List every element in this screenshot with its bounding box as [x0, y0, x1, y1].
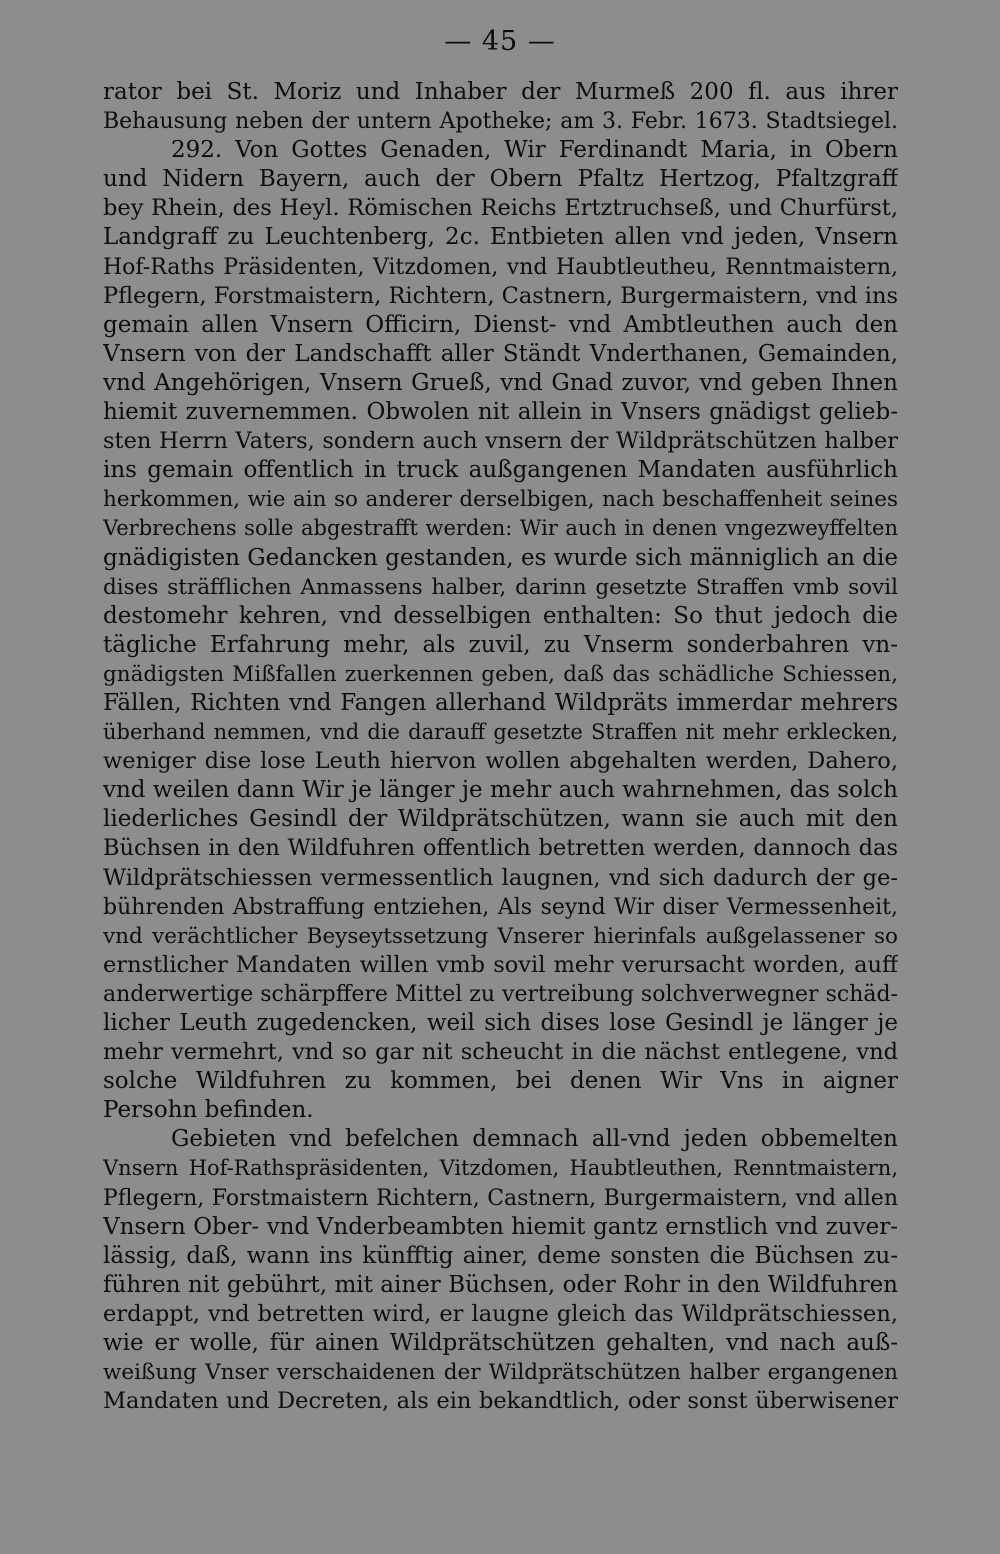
text-line: Landgraff zu Leuchtenberg, 2c. Entbieten allen vnd jeden, Vnsern: [103, 224, 898, 251]
text-line: Gebieten vnd befelchen demnach all-vnd jeden obbemelten: [171, 1126, 898, 1153]
text-line: solche Wildfuhren zu kommen, bei denen Wir Vns in aigner: [103, 1068, 898, 1095]
text-line: gnädigisten Gedancken gestanden, es wurde sich männiglich an die: [103, 544, 898, 571]
text-line: vnd verächtlicher Beyseytssetzung Vnserer hierinfals außgelassener so: [103, 923, 898, 949]
text-line: licher Leuth zugedencken, weil sich dises lose Gesindl je länger je: [103, 1010, 898, 1036]
text-line: vnd weilen dann Wir je länger je mehr auch wahrnehmen, das solch: [103, 777, 898, 804]
text-line: Persohn befinden.: [103, 1097, 314, 1124]
text-line: Büchsen in den Wildfuhren offentlich betretten werden, dannoch das: [103, 835, 898, 862]
text-line: wie er wolle, für ainen Wildprätschützen gehalten, vnd nach auß-: [103, 1330, 898, 1357]
text-line: weißung Vnser verschaidenen der Wildprätschützen halber ergangenen: [103, 1360, 898, 1386]
text-line: Vnsern von der Landschafft aller Ständt Vnderthanen, Gemainden,: [103, 340, 898, 367]
text-line: rator bei St. Moriz und Inhaber der Murmeß 200 fl. aus ihrer: [103, 79, 898, 105]
text-line: Pflegern, Forstmaistern, Richtern, Castnern, Burgermaistern, vnd ins: [103, 282, 898, 309]
text-line: gemain allen Vnsern Officirn, Dienst- vnd Ambtleuthen auch den: [103, 311, 898, 338]
text-line: weniger dise lose Leuth hiervon wollen abgehalten werden, Dahero,: [103, 748, 898, 775]
text-line: liederliches Gesindl der Wildprätschützen, wann sie auch mit den: [103, 806, 898, 833]
text-line: anderwertige schärpffere Mittel zu vertreibung solchverwegner schäd-: [103, 981, 898, 1007]
text-line: überhand nemmen, vnd die darauff gesetzte Straffen nit mehr erklecken,: [103, 720, 898, 745]
text-line: Pflegern, Forstmaistern Richtern, Castnern, Burgermaistern, vnd allen: [103, 1185, 898, 1211]
text-line: dises sträfflichen Anmassens halber, darinn gesetzte Straffen vmb sovil: [103, 574, 898, 600]
text-line: Mandaten und Decreten, als ein bekandtlich, oder sonst überwisener: [103, 1388, 898, 1415]
text-line: erdappt, vnd betretten wird, er laugne gleich das Wildprätschiessen,: [103, 1300, 898, 1327]
text-line: 292. Von Gottes Genaden, Wir Ferdinandt Maria, in Obern: [171, 137, 898, 164]
body-text: [103, 78, 898, 1416]
text-line: tägliche Erfahrung mehr, als zuvil, zu Vnserm sonderbahren vn-: [103, 631, 898, 658]
text-line: führen nit gebührt, mit ainer Büchsen, oder Rohr in den Wildfuhren: [103, 1271, 898, 1298]
text-line: Fällen, Richten vnd Fangen allerhand Wildpräts immerdar mehrers: [103, 689, 898, 716]
text-line: destomehr kehren, vnd desselbigen enthalten: So thut jedoch die: [103, 602, 898, 629]
text-line: bey Rhein, des Heyl. Römischen Reichs Ertztruchseß, und Churfürst,: [103, 195, 898, 222]
text-line: bührenden Abstraffung entziehen, Als seynd Wir diser Vermessenheit,: [103, 894, 898, 920]
text-line: sten Herrn Vaters, sondern auch vnsern der Wildprätschützen halber: [103, 428, 898, 455]
text-line: mehr vermehrt, vnd so gar nit scheucht in die nächst entlegene, vnd: [103, 1039, 898, 1066]
text-line: Vnsern Ober- vnd Vnderbeambten hiemit gantz ernstlich vnd zuver-: [103, 1213, 898, 1240]
text-line: herkommen, wie ain so anderer derselbigen, nach beschaffenheit seines: [103, 487, 898, 513]
text-line: hiemit zuvernemmen. Obwolen nit allein in Vnsers gnädigst gelieb-: [103, 399, 898, 426]
text-line: vnd Angehörigen, Vnsern Grueß, vnd Gnad zuvor, vnd geben Ihnen: [103, 369, 898, 396]
text-line: lässig, daß, wann ins künfftig ainer, deme sonsten die Büchsen zu-: [103, 1242, 898, 1269]
text-line: gnädigsten Mißfallen zuerkennen geben, daß das schädliche Schiessen,: [103, 661, 898, 687]
page-number: — 45 —: [444, 26, 556, 57]
text-line: Vnsern Hof-Rathspräsidenten, Vitzdomen, Haubtleuthen, Renntmaistern,: [103, 1156, 898, 1181]
text-line: ins gemain offentlich in truck außgangenen Mandaten ausführlich: [103, 457, 898, 484]
text-line: Behausung neben der untern Apotheke; am 3. Febr. 1673. Stadtsiegel.: [103, 109, 898, 135]
text-line: Wildprätschiessen vermessentlich laugnen, vnd sich dadurch der ge-: [103, 864, 898, 891]
text-line: Hof-Raths Präsidenten, Vitzdomen, vnd Haubtleutheu, Renntmaistern,: [103, 254, 898, 280]
text-line: Verbrechens solle abgestrafft werden: Wir auch in denen vngezweyffelten: [103, 516, 898, 541]
text-line: ernstlicher Mandaten willen vmb sovil mehr verursacht worden, auff: [103, 951, 898, 978]
text-line: und Nidern Bayern, auch der Obern Pfaltz Hertzog, Pfaltzgraff: [103, 166, 898, 193]
